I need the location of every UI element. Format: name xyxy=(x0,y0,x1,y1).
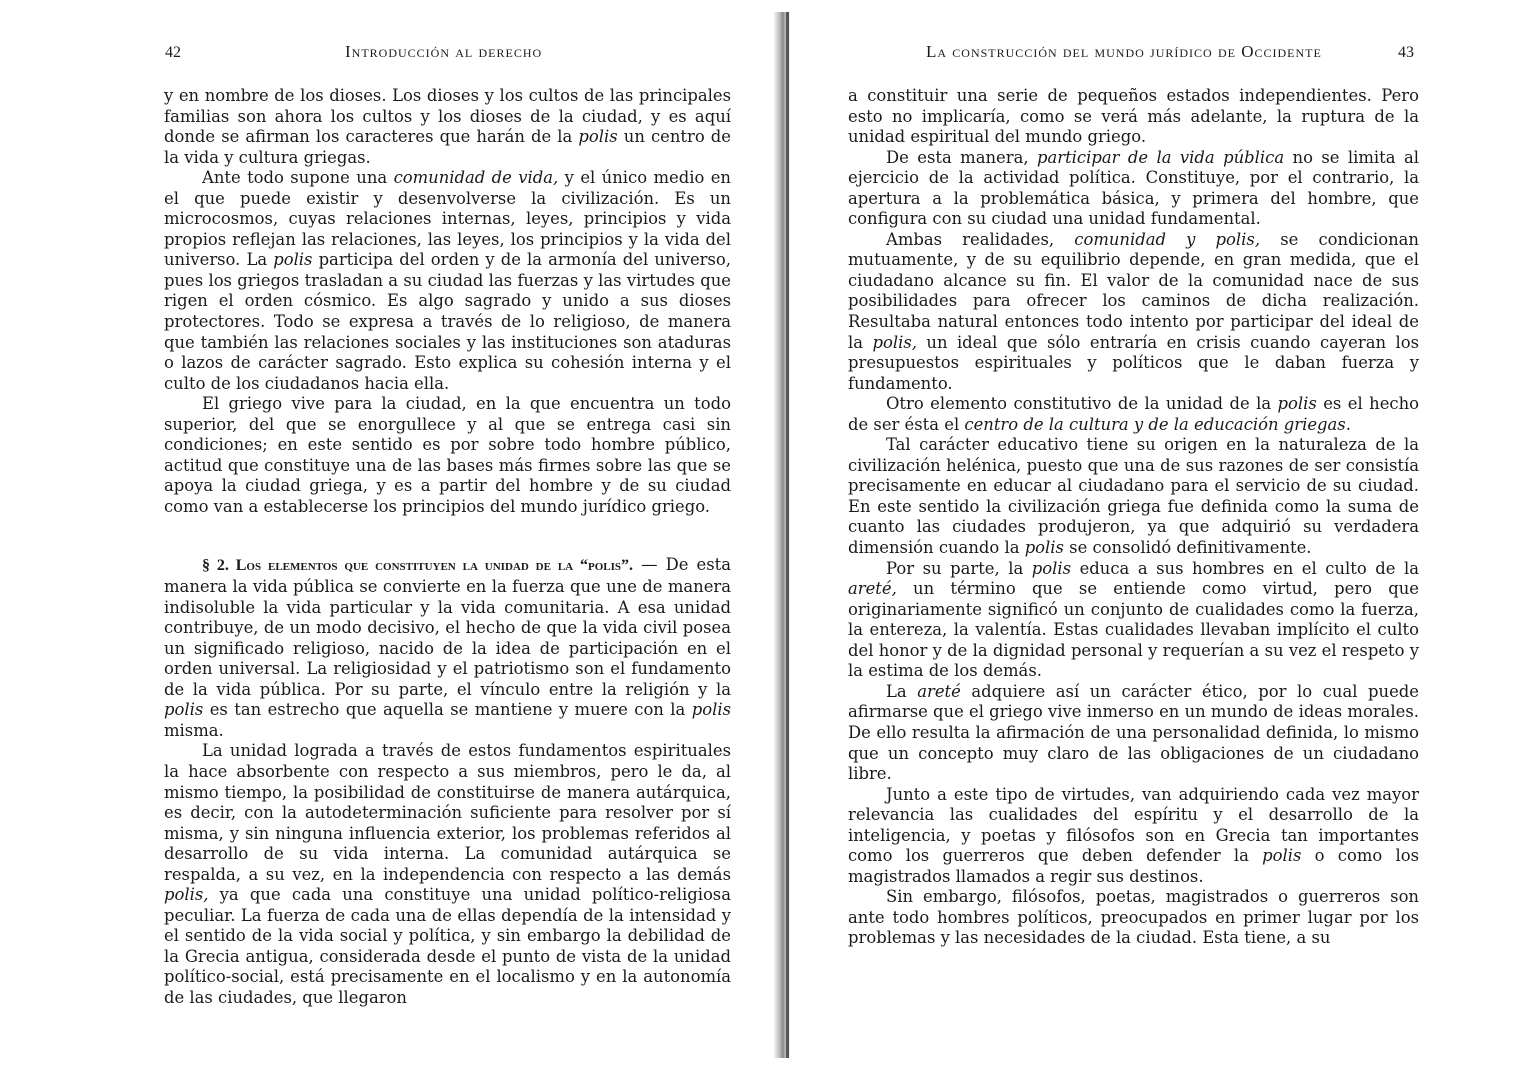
italic-term: polis xyxy=(1024,538,1064,558)
text-span: y el único medio en el que puede existir y desenvolverse la civilización. Es un microcosmos, cuyas relaciones internas, leyes, principios y vida propios reflejan las relaciones, las leyes, los principios y la vida del universo. La xyxy=(164,168,731,270)
page-number: 42 xyxy=(165,44,181,61)
text-span: se consolidó definitivamente. xyxy=(1063,538,1312,558)
italic-term: comunidad y polis, xyxy=(1074,229,1261,249)
text-span: Ambas realidades, xyxy=(886,229,1075,249)
text-span: adquiere así un carácter ético, por lo cual puede afirmarse que el griego vive inmerso en un mundo de ideas morales. De ello resulta la afirmación de una personalidad definida, lo mismo que un concepto muy claro de las obligaciones de un ciudadano libre. xyxy=(848,681,1419,784)
text-span: educa a sus hombres en el culto de la xyxy=(1071,558,1419,578)
section-heading: § 2. Los elementos que constituyen la unidad de la “polis”. xyxy=(202,557,634,575)
text-span: es el hecho de ser ésta el xyxy=(848,394,1419,434)
text-span: Junto a este tipo de virtudes, van adquiriendo cada vez mayor relevancia las cualidades del espíritu y el desarrollo de la inteligencia, y poetas y filósofos son en Grecia tan importantes como los guerreros que deben defender la xyxy=(848,784,1419,866)
paragraph xyxy=(164,741,731,1008)
italic-term: polis, xyxy=(872,332,917,352)
italic-term: participar de la vida pública xyxy=(1036,147,1285,167)
text-span: participa del orden y de la armonía del universo, pues los griegos trasladan a su ciudad las fuerzas y las virtudes que rigen el orden cósmico. Es algo sagrado y unido a sus dioses protectores. Todo se expresa a través de lo religioso, de manera que también las relaciones sociales y las instituciones son ataduras o lazos de carácter sagrado. Esto explica su cohesión interna y el culto de los ciudadanos hacia ella. xyxy=(164,250,731,393)
paragraph xyxy=(848,230,1419,394)
text-span: La unidad lograda a través de estos fundamentos espirituales la hace absorbente con respecto a sus miembros, pero le da, al mismo tiempo, la posibilidad de constituirse de manera autárquica, es decir, con la autodeterminación suficiente para resolver por sí misma, y sin ninguna influencia exterior, los problemas referidos al desarrollo de su vida interna. La comunidad autárquica se respalda, a su vez, en la independencia con respecto a las demás xyxy=(164,741,731,884)
italic-term: polis xyxy=(1262,846,1302,866)
italic-term: centro de la cultura y de la educación griegas. xyxy=(964,414,1351,434)
text-span: es tan estrecho que aquella se mantiene y muere con la xyxy=(203,700,692,720)
paragraph xyxy=(848,785,1419,888)
text-span: Ante todo supone una xyxy=(202,168,394,188)
paragraph xyxy=(164,86,731,168)
text-span: un término que se entiende como virtud, pero que originariamente significó un conjunto de cualidades como la fuerza, la entereza, la valentía. Estas cualidades llevaban implícito el culto del honor y de la dignidad personal y requerían a su vez el respeto y la estima de los demás. xyxy=(848,579,1419,681)
italic-term: areté xyxy=(917,681,961,701)
italic-term: polis xyxy=(164,700,204,720)
text-span: Por su parte, la xyxy=(886,558,1032,578)
page-body xyxy=(164,86,731,1009)
paragraph xyxy=(848,394,1419,435)
running-head: Introducción al derecho xyxy=(345,42,543,61)
text-span: — De esta manera la vida pública se convierte en la fuerza que une de manera indisoluble la vida particular y la vida comunitaria. A esa unidad contribuye, de un modo decisivo, el hecho de que la vida civil posea un significado religioso, nacido de la idea de participación en el orden universal. La religiosidad y el patriotismo son el fundamento de la vida pública. Por su parte, el vínculo entre la religión y la xyxy=(164,555,731,699)
italic-term: polis xyxy=(273,250,313,270)
text-span: De esta manera, xyxy=(886,147,1037,167)
text-span: se condicionan mutuamente, y de su equilibrio depende, en gran medida, que el ciudadano alcance su fin. El valor de la comunidad nace de sus posibilidades para ofrecer los caminos de dicha realización. Resultaba natural entonces todo intento por participar del ideal de la xyxy=(848,229,1419,352)
italic-term: comunidad de vida, xyxy=(393,168,559,188)
paragraph: El griego vive para la ciudad, en la que encuentra un todo superior, del que se enorgullece y al que se entrega casi sin condiciones; en este sentido es por sobre todo hombre público, actitud que constituye una de las bases más firmes sobre las que se apoya la ciudad griega, y es a partir del hombre y de su ciudad como van a establecerse los principios del mundo jurídico griego. xyxy=(164,394,731,516)
paragraph xyxy=(164,168,731,394)
text-span: y en nombre de los dioses. Los dioses y los cultos de las principales familias son ahora los cultos y los dioses de la ciudad, y es aquí donde se afirman los caracteres que harán de la xyxy=(164,86,731,147)
text-span: Tal carácter educativo tiene su origen en la naturaleza de la civilización helénica, puesto que una de sus razones de ser consistía precisamente en educar al ciudadano para el servicio de su ciudad. En este sentido la civilización griega fue definida como la suma de cuanto las ciudades produjeron, ya que adquirió su verdadera dimensión cuando la xyxy=(848,435,1419,558)
italic-term: polis xyxy=(578,127,618,147)
text-span: Otro elemento constitutivo de la unidad de la xyxy=(886,394,1278,414)
paragraph xyxy=(848,559,1419,682)
text-span: o como los magistrados llamados a regir sus destinos. xyxy=(848,846,1419,886)
section-paragraph xyxy=(164,555,731,741)
italic-term: polis xyxy=(1031,558,1072,578)
text-span: no se limita al ejercicio de la actividad política. Constituye, por el contrario, la apertura a la problemática básica, y primera del hombre, que configura con su ciudad una unidad fundamental. xyxy=(848,147,1419,229)
paragraph xyxy=(848,435,1419,558)
paragraph xyxy=(848,148,1419,230)
paragraph: a constituir una serie de pequeños estados independientes. Pero esto no implicaría, como se verá más adelante, la ruptura de la unidad espiritual del mundo griego. xyxy=(848,86,1419,147)
paragraph xyxy=(848,682,1419,785)
text-span: un ideal que sólo entraría en crisis cuando cayeran los presupuestos espirituales y políticos que le daban fuerza y fundamento. xyxy=(848,332,1419,393)
text-span: La xyxy=(886,681,918,701)
right-page xyxy=(790,0,1526,1080)
italic-term: polis, xyxy=(164,885,209,905)
text-span: misma. xyxy=(164,720,224,740)
page-body xyxy=(848,86,1419,949)
page-number: 43 xyxy=(1398,44,1414,61)
running-head: La construcción del mundo jurídico de Occidente xyxy=(926,42,1322,61)
italic-term: polis xyxy=(691,700,731,720)
italic-term: polis xyxy=(1277,394,1317,414)
gutter-shadow xyxy=(786,12,789,1058)
paragraph: Sin embargo, filósofos, poetas, magistrados o guerreros son ante todo hombres políticos, preocupados en primer lugar por los problemas y las necesidades de la ciudad. Esta tiene, a su xyxy=(848,887,1419,948)
text-span: ya que cada una constituye una unidad político-religiosa peculiar. La fuerza de cada una de ellas dependía de la intensidad y el sentido de la vida social y política, y sin embargo la debilidad de la Grecia antigua, considerada desde el punto de vista de la unidad político-social, está precisamente en el localismo y en la autonomía de las ciudades, que llegaron xyxy=(164,885,731,1007)
text-span: un centro de la vida y cultura griegas. xyxy=(164,127,731,167)
italic-term: areté, xyxy=(848,579,897,599)
